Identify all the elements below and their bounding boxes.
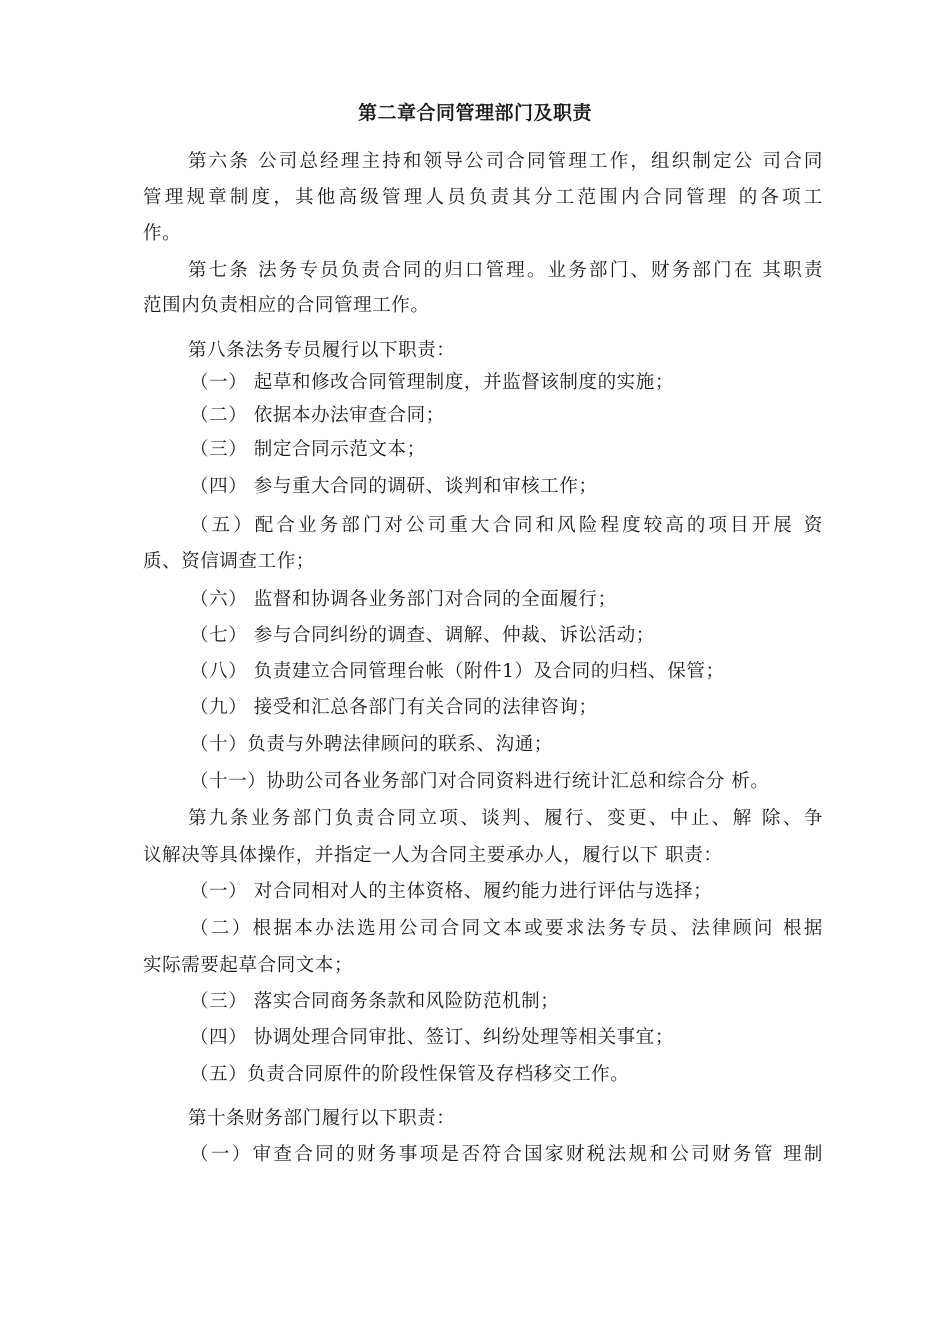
article-8-heading: 第八条法务专员履行以下职责： [188,340,456,361]
article-7-line-1: 第七条 法务专员负责合同的归口管理。业务部门、财务部门在 其职责 [188,260,823,281]
article-9-line-1: 第九条业务部门负责合同立项、谈判、履行、变更、中止、解 除、争 [188,808,823,829]
article-8-item-4: （四） 参与重大合同的调研、谈判和审核工作； [190,476,598,497]
article-9-item-2-line-2: 实际需要起草合同文本； [143,955,354,976]
article-9-item-3: （三） 落实合同商务条款和风险防范机制； [190,991,560,1012]
article-8-item-11: （十一）协助公司各业务部门对合同资料进行统计汇总和综合分 析。 [190,771,770,792]
article-6-line-3: 作。 [143,223,182,244]
article-8-item-9: （九） 接受和汇总各部门有关合同的法律咨询； [190,697,598,718]
article-9-item-4: （四） 协调处理合同审批、签订、纠纷处理等相关事宜； [190,1027,674,1048]
article-9-line-2: 议解决等具体操作，并指定一人为合同主要承办人，履行以下 职责： [143,845,723,866]
article-9-item-1: （一） 对合同相对人的主体资格、履约能力进行评估与选择； [190,881,713,902]
article-6-line-2: 管理规章制度，其他高级管理人员负责其分工范围内合同管理 的各项工 [143,187,823,208]
article-8-item-5-line-1: （五）配合业务部门对公司重大合同和风险程度较高的项目开展 资 [190,515,823,536]
article-9-item-2-line-1: （二）根据本办法选用公司合同文本或要求法务专员、法律顾问 根据 [190,918,823,939]
article-8-item-2: （二） 依据本办法审查合同； [190,405,445,426]
article-8-item-6: （六） 监督和协调各业务部门对合同的全面履行； [190,589,617,610]
article-8-item-3: （三） 制定合同示范文本； [190,439,426,460]
article-8-item-8: （八） 负责建立合同管理台帐（附件1）及合同的归档、保管； [190,661,725,682]
article-8-item-10: （十）负责与外聘法律顾问的联系、沟通； [190,734,553,755]
chapter-title: 第二章合同管理部门及职责 [357,102,592,124]
article-8-item-1: （一） 起草和修改合同管理制度，并监督该制度的实施； [190,372,674,393]
article-8-item-7: （七） 参与合同纠纷的调查、调解、仲裁、诉讼活动； [190,625,655,646]
article-8-item-5-line-2: 质、资信调查工作； [143,551,315,572]
article-9-item-5: （五）负责合同原件的阶段性保管及存档移交工作。 [190,1064,630,1085]
article-6-line-1: 第六条 公司总经理主持和领导公司合同管理工作，组织制定公 司合同 [188,151,823,172]
article-10-heading: 第十条财务部门履行以下职责： [188,1108,456,1129]
article-10-item-1: （一）审查合同的财务事项是否符合国家财税法规和公司财务管 理制 [190,1144,823,1165]
article-7-line-2: 范围内负责相应的合同管理工作。 [143,295,430,316]
